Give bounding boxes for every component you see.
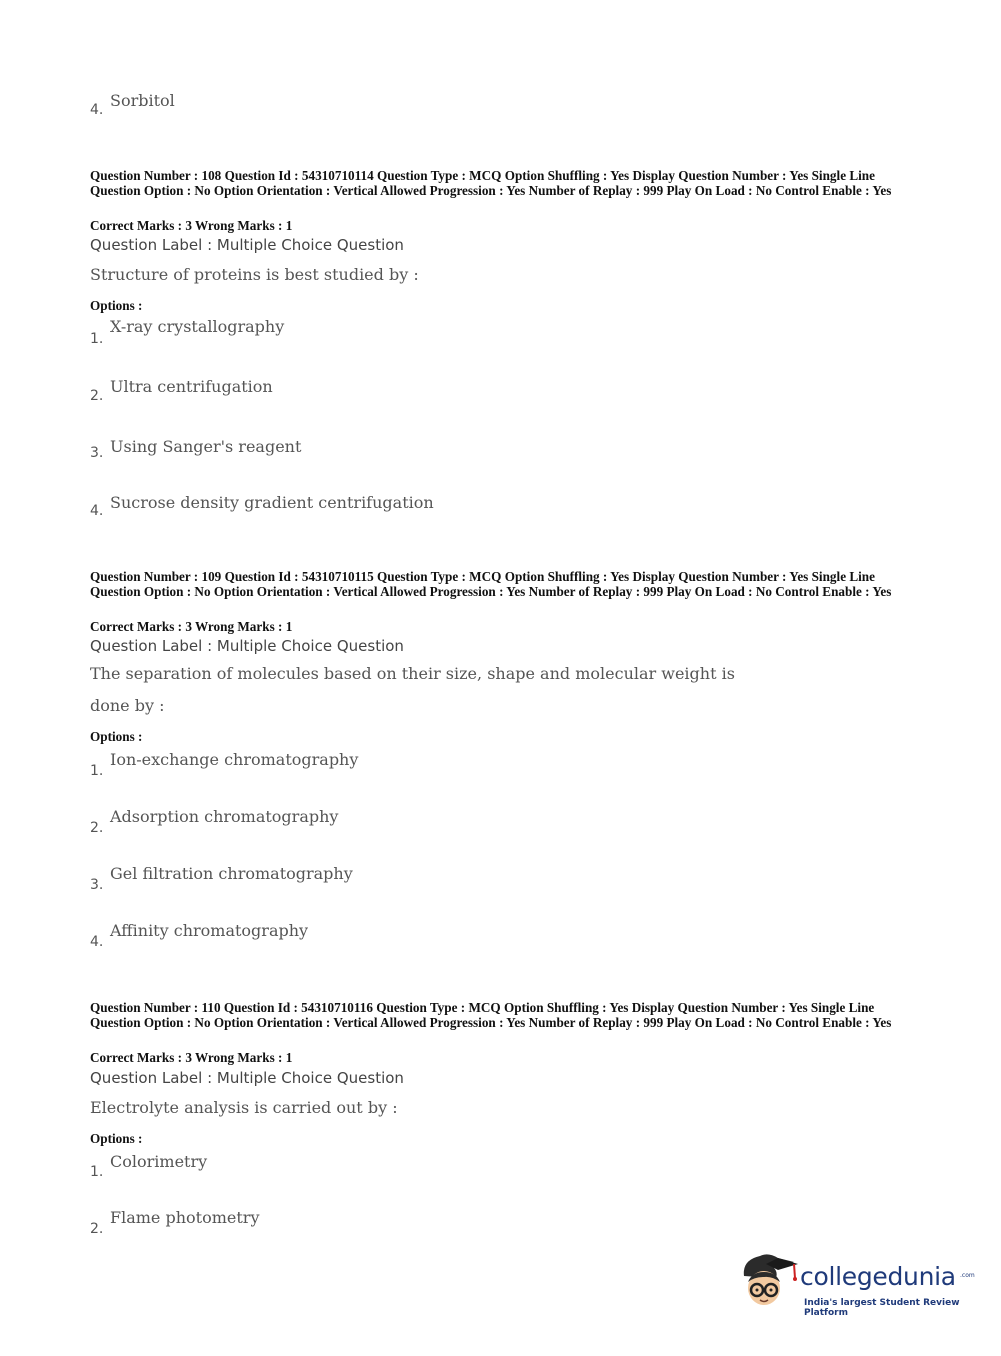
option-text: Sorbitol bbox=[110, 91, 175, 110]
option-number: 2. bbox=[90, 388, 104, 404]
logo-wordmark: collegedunia bbox=[800, 1262, 956, 1291]
question-text: The separation of molecules based on their size, shape and molecular weight is bbox=[90, 664, 735, 683]
options-label: Options : bbox=[90, 298, 143, 313]
option-number: 4. bbox=[90, 503, 104, 519]
question-label: Question Label : Multiple Choice Question bbox=[90, 1069, 404, 1087]
option-number: 4. bbox=[90, 102, 104, 118]
option-text: Using Sanger's reagent bbox=[110, 437, 302, 456]
question-text-continued: done by : bbox=[90, 696, 165, 715]
question-marks: Correct Marks : 3 Wrong Marks : 1 bbox=[90, 218, 293, 233]
option-number: 2. bbox=[90, 1221, 104, 1237]
question-label: Question Label : Multiple Choice Question bbox=[90, 637, 404, 655]
option-text: Sucrose density gradient centrifugation bbox=[110, 493, 434, 512]
option-text: Gel filtration chromatography bbox=[110, 864, 353, 883]
option-number: 3. bbox=[90, 445, 104, 461]
question-label: Question Label : Multiple Choice Question bbox=[90, 236, 404, 254]
option-text: X-ray crystallography bbox=[110, 317, 285, 336]
question-text: Structure of proteins is best studied by : bbox=[90, 265, 419, 284]
option-text: Ion-exchange chromatography bbox=[110, 750, 359, 769]
option-text: Affinity chromatography bbox=[110, 921, 309, 940]
logo-com-suffix: .com bbox=[960, 1272, 975, 1279]
option-text: Ultra centrifugation bbox=[110, 377, 273, 396]
question-marks: Correct Marks : 3 Wrong Marks : 1 bbox=[90, 1050, 293, 1065]
options-label: Options : bbox=[90, 1131, 143, 1146]
logo-tagline: India's largest Student Review Platform bbox=[804, 1298, 960, 1318]
option-text: Colorimetry bbox=[110, 1152, 208, 1171]
option-number: 4. bbox=[90, 934, 104, 950]
question-meta: Question Number : 109 Question Id : 54310710115 Question Type : MCQ Option Shuffling : Yes Display Question Number : Yes Single Line Question Option : No Option Orientation : Vertical Allowed Progression : Yes Number of Replay : 999 Play On Load : No Control Enable : Yes bbox=[90, 569, 892, 599]
option-number: 1. bbox=[90, 1164, 104, 1180]
option-text: Flame photometry bbox=[110, 1208, 260, 1227]
option-number: 1. bbox=[90, 331, 104, 347]
option-number: 3. bbox=[90, 877, 104, 893]
question-text: Electrolyte analysis is carried out by : bbox=[90, 1098, 398, 1117]
question-meta: Question Number : 110 Question Id : 54310710116 Question Type : MCQ Option Shuffling : Yes Display Question Number : Yes Single Line Question Option : No Option Orientation : Vertical Allowed Progression : Yes Number of Replay : 999 Play On Load : No Control Enable : Yes bbox=[90, 1000, 892, 1030]
options-label: Options : bbox=[90, 729, 143, 744]
question-marks: Correct Marks : 3 Wrong Marks : 1 bbox=[90, 619, 293, 634]
question-meta: Question Number : 108 Question Id : 54310710114 Question Type : MCQ Option Shuffling : Yes Display Question Number : Yes Single Line Question Option : No Option Orientation : Vertical Allowed Progression : Yes Number of Replay : 999 Play On Load : No Control Enable : Yes bbox=[90, 168, 892, 198]
collegedunia-mascot-icon bbox=[738, 1250, 800, 1312]
option-text: Adsorption chromatography bbox=[110, 807, 339, 826]
option-number: 2. bbox=[90, 820, 104, 836]
option-number: 1. bbox=[90, 763, 104, 779]
